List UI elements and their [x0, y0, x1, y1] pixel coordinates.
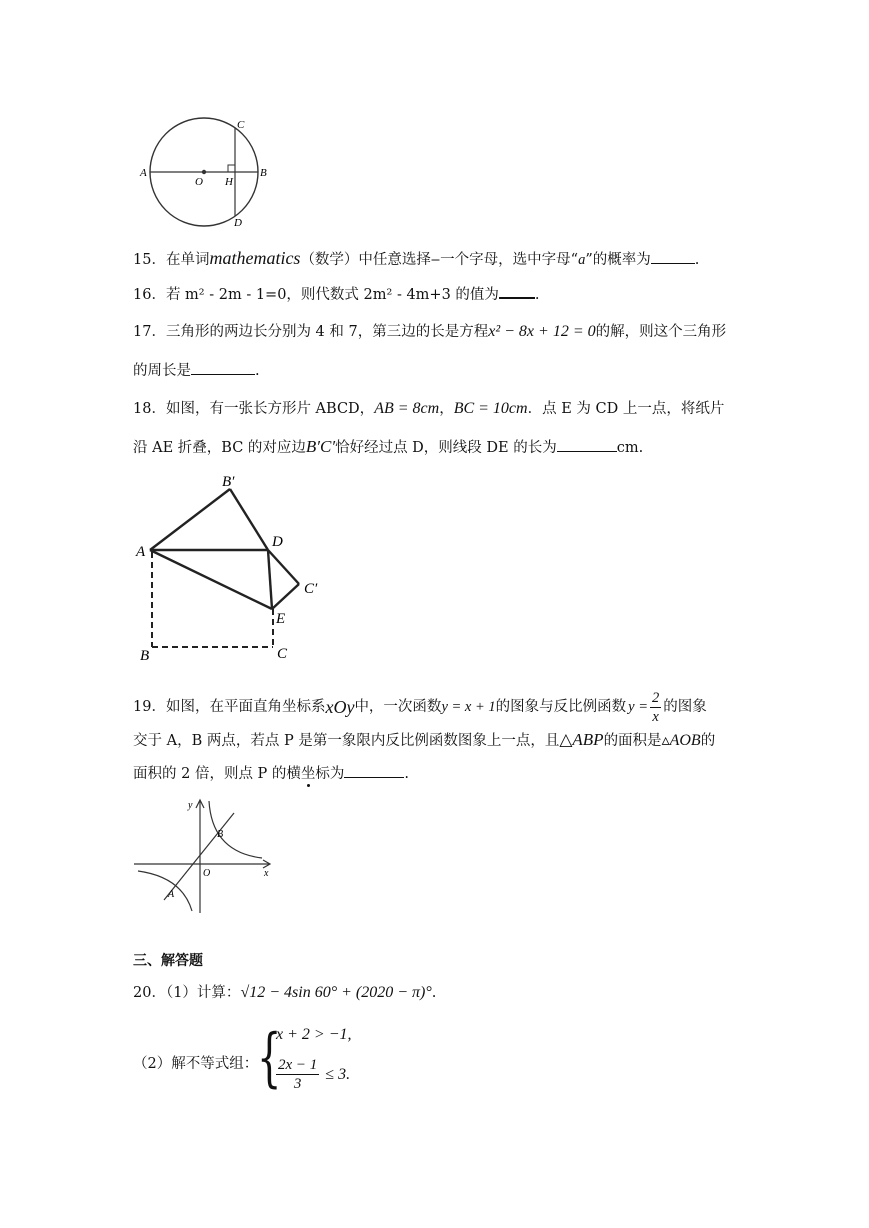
answer-blank-15[interactable] — [651, 249, 695, 264]
label-o: O — [203, 868, 211, 879]
answer-blank-19[interactable] — [344, 763, 404, 778]
figure-coordinate-graph — [134, 796, 279, 916]
label-o: O — [195, 176, 203, 188]
center-point — [202, 170, 206, 174]
label-h: H — [225, 176, 233, 188]
question-19: 19． 如图，在平面直角坐标系 xOy 中，一次函数 y = x + 1 的图象与反比例函数 y = $\frac{2}{x}$ 的图象 — [133, 689, 707, 725]
label-c: C — [237, 119, 245, 131]
label-a: A — [168, 889, 175, 900]
label-d: D — [234, 217, 242, 229]
question-20-part1: 20．（1）计算：√12 − 4sin 60° + (2020 − π)°. — [133, 984, 437, 1001]
question-19-line2: 交于 A，B 两点，若点 P 是第一象限内反比例函数图象上一点，且△ABP的面积是▵AOB的 — [133, 730, 716, 749]
label-a: A — [136, 544, 146, 560]
right-angle-mark — [228, 165, 235, 172]
question-20-part2: （2）解不等式组： { x + 2 > −1, $\frac{2x - 1}{3}$ ≤ 3. — [133, 1021, 352, 1095]
label-b: B — [217, 829, 224, 840]
label-b-prime: B′ — [222, 474, 235, 490]
label-x: x — [264, 868, 269, 879]
figure-circle-diagram — [138, 115, 270, 230]
system-brace: { — [257, 1021, 282, 1095]
label-c: C — [277, 646, 288, 662]
fraction-2-over-x: $\frac{2}{x}$ — [652, 689, 660, 725]
label-e: E — [276, 611, 286, 627]
question-15: 15．在单词mathematics（数学）中任意选择‒一个字母，选中字母“a”的概率为 . — [133, 248, 700, 268]
label-d: D — [272, 534, 283, 550]
answer-blank-16[interactable] — [499, 283, 535, 299]
question-18-line2: 沿 AE 折叠，BC 的对应边B′C′恰好经过点 D，则线段 DE 的长为 cm. — [133, 437, 644, 456]
label-b: B — [260, 167, 267, 179]
question-17-line2: 的周长是 . — [133, 360, 260, 381]
question-18: 18．如图，有一张长方形片 ABCD，AB = 8cm，BC = 10cm．点 E 为 CD 上一点，将纸片 — [133, 400, 725, 417]
answer-blank-18[interactable] — [557, 437, 617, 452]
figure-folded-rectangle — [132, 470, 332, 665]
section-heading: 三、解答题 — [133, 953, 203, 969]
question-19-line3: 面积的 2 倍，则点 P 的横坐标为 . — [133, 763, 409, 784]
answer-blank-17[interactable] — [191, 360, 255, 375]
emphasis-dots: 横坐标 — [286, 766, 330, 782]
label-y: y — [188, 800, 193, 811]
label-b: B — [140, 648, 150, 664]
fraction-inequality: $\frac{2x - 1}{3}$ — [278, 1057, 318, 1092]
label-c-prime: C′ — [304, 581, 318, 597]
question-16: 16．若 m² - 2m - 1=0，则代数式 2m² - 4m+3 的值为 . — [133, 283, 540, 305]
question-17: 17．三角形的两边长分别为 4 和 7，第三边的长是方程x² − 8x + 12 = 0的解，则这个三角形 — [133, 323, 727, 340]
label-a: A — [140, 167, 147, 179]
